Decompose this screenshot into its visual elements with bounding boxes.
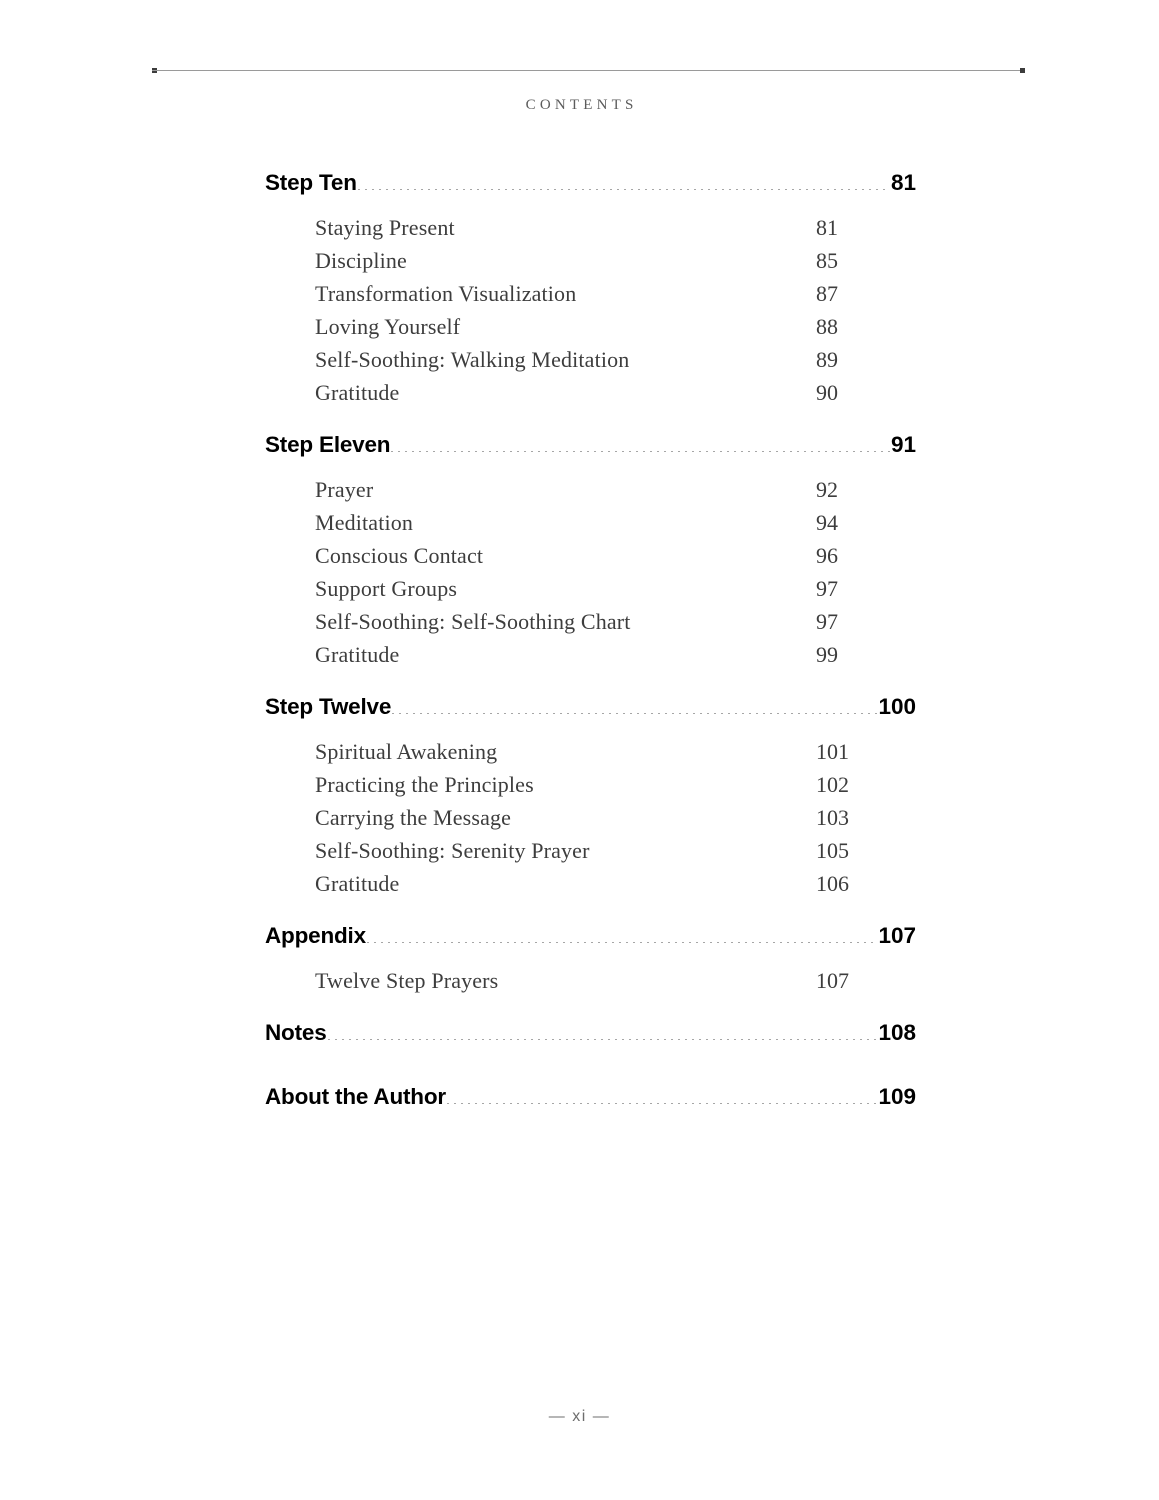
toc-subentry[interactable] — [265, 277, 916, 310]
toc-subentry-list — [265, 473, 916, 671]
toc-section-page-number: 108 — [878, 1020, 916, 1045]
toc-subentry[interactable] — [265, 605, 916, 638]
toc-subentry-page-number: 85 — [816, 248, 838, 273]
toc-subentry[interactable] — [265, 343, 916, 376]
toc-subentry-title: Discipline — [315, 248, 407, 273]
toc-section-page-number: 81 — [890, 170, 916, 195]
toc-subentry-title: Staying Present — [315, 215, 455, 240]
toc-subentry-title: Gratitude — [315, 642, 400, 667]
toc-subentry-list — [265, 964, 916, 997]
toc-subentry[interactable] — [265, 539, 916, 572]
toc-subentry-title: Spiritual Awakening — [315, 739, 498, 764]
toc-section-page-number: 107 — [878, 923, 916, 948]
dot-leader — [367, 942, 878, 943]
dot-leader — [392, 713, 877, 714]
toc-subentry[interactable] — [265, 473, 916, 506]
toc-subentry-page-number: 101 — [816, 739, 849, 764]
toc-subentry[interactable] — [265, 964, 916, 997]
dot-leader — [358, 189, 890, 190]
toc-subentry[interactable] — [265, 244, 916, 277]
toc-subentry[interactable] — [265, 768, 916, 801]
toc-subentry-page-number: 89 — [816, 347, 838, 372]
toc-section-title: Appendix — [265, 923, 366, 948]
toc-subentry-page-number: 97 — [816, 609, 838, 634]
toc-section-title: About the Author — [265, 1084, 446, 1109]
running-head: CONTENTS — [525, 97, 638, 113]
toc-section-title: Step Ten — [265, 170, 357, 195]
toc-subentry-page-number: 94 — [816, 510, 838, 535]
toc-subentry-title: Conscious Contact — [315, 543, 484, 568]
toc-section — [265, 925, 916, 997]
toc-subentry-title: Twelve Step Prayers — [315, 968, 499, 993]
toc-subentry-title: Loving Yourself — [315, 314, 461, 339]
toc-subentry-title: Support Groups — [315, 576, 458, 601]
toc-subentry[interactable] — [265, 211, 916, 244]
header-rule-line — [152, 70, 1025, 71]
toc-section-page-number: 91 — [890, 432, 916, 457]
table-of-contents — [265, 172, 916, 1125]
toc-subentry-page-number: 92 — [816, 477, 838, 502]
toc-subentry-page-number: 103 — [816, 805, 849, 830]
toc-section — [265, 434, 916, 671]
toc-subentry-title: Self-Soothing: Walking Meditation — [315, 347, 630, 372]
dot-leader — [447, 1103, 878, 1104]
toc-subentry-page-number: 90 — [816, 380, 838, 405]
toc-subentry-page-number: 96 — [816, 543, 838, 568]
toc-section-heading[interactable] — [265, 1086, 916, 1116]
toc-subentry-page-number: 102 — [816, 772, 849, 797]
toc-section-heading[interactable] — [265, 925, 916, 955]
toc-subentry-title: Practicing the Principles — [315, 772, 534, 797]
toc-subentry-page-number: 88 — [816, 314, 838, 339]
toc-subentry-page-number: 106 — [816, 871, 849, 896]
toc-section — [265, 1022, 916, 1052]
toc-section — [265, 172, 916, 409]
toc-subentry-title: Carrying the Message — [315, 805, 512, 830]
toc-subentry-page-number: 99 — [816, 642, 838, 667]
toc-section-title: Step Twelve — [265, 694, 392, 719]
toc-section-title: Notes — [265, 1020, 327, 1045]
toc-subentry-page-number: 107 — [816, 968, 849, 993]
toc-subentry-title: Gratitude — [315, 380, 400, 405]
toc-subentry-page-number: 81 — [816, 215, 838, 240]
toc-subentry-page-number: 87 — [816, 281, 838, 306]
toc-section — [265, 1086, 916, 1116]
toc-subentry[interactable] — [265, 834, 916, 867]
toc-subentry-title: Gratitude — [315, 871, 400, 896]
toc-section — [265, 696, 916, 900]
toc-section-page-number: 100 — [878, 694, 916, 719]
toc-section-heading[interactable] — [265, 1022, 916, 1052]
toc-subentry-title: Self-Soothing: Serenity Prayer — [315, 838, 590, 863]
toc-subentry[interactable] — [265, 506, 916, 539]
toc-subentry[interactable] — [265, 638, 916, 671]
toc-subentry[interactable] — [265, 801, 916, 834]
toc-section-title: Step Eleven — [265, 432, 391, 457]
dot-leader — [328, 1039, 878, 1040]
toc-subentry-title: Meditation — [315, 510, 414, 535]
dot-leader — [391, 451, 890, 452]
header-rule-right-cap — [1020, 68, 1025, 73]
toc-subentry-title: Self-Soothing: Self-Soothing Chart — [315, 609, 631, 634]
toc-section-heading[interactable] — [265, 434, 916, 464]
toc-section-heading[interactable] — [265, 696, 916, 726]
toc-subentry-title: Transformation Visualization — [315, 281, 577, 306]
toc-subentry[interactable] — [265, 735, 916, 768]
header-rule — [152, 70, 1025, 72]
toc-subentry[interactable] — [265, 572, 916, 605]
toc-subentry-list — [265, 735, 916, 900]
toc-subentry[interactable] — [265, 310, 916, 343]
toc-section-heading[interactable] — [265, 172, 916, 202]
toc-subentry-page-number: 97 — [816, 576, 838, 601]
toc-subentry[interactable] — [265, 867, 916, 900]
toc-section-page-number: 109 — [878, 1084, 916, 1109]
page-folio: — xi — — [548, 1408, 611, 1425]
toc-subentry-list — [265, 211, 916, 409]
toc-subentry-title: Prayer — [315, 477, 374, 502]
toc-subentry-page-number: 105 — [816, 838, 849, 863]
toc-subentry[interactable] — [265, 376, 916, 409]
